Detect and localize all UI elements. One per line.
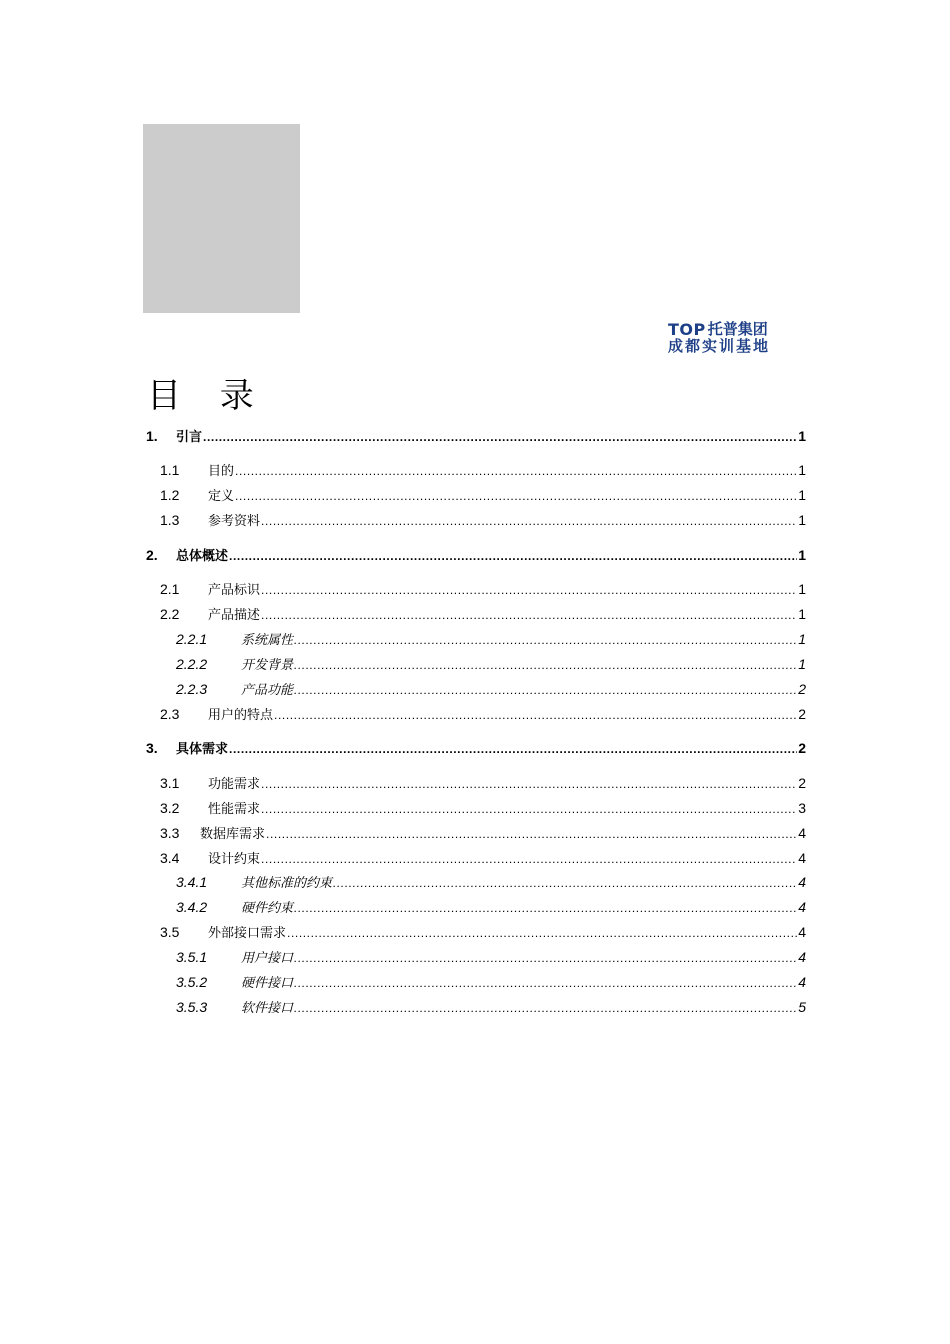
toc-entry-title: 目的 [208,464,235,479]
toc-dot-leader [261,608,797,622]
toc-entry-2-2-1[interactable] [176,629,806,648]
toc-entry-3-5-2[interactable] [176,972,806,991]
toc-entry-3[interactable] [146,738,806,757]
toc-entry-page: 1 [798,631,806,647]
toc-entry-title: 开发背景 [241,658,294,673]
toc-entry-2-3[interactable] [160,704,806,723]
toc-entry-title: 硬件约束 [241,901,294,916]
toc-dot-leader [235,489,797,503]
toc-entry-page: 1 [798,656,806,672]
toc-dot-leader [294,976,797,990]
toc-entry-3-2[interactable] [160,798,806,817]
toc-entry-number: 2.2.3 [176,681,208,697]
toc-entry-2-2-2[interactable] [176,654,806,673]
toc-entry-number: 3.1 [160,775,180,791]
toc-entry-page: 2 [798,706,806,722]
toc-entry-page: 2 [798,775,806,791]
toc-entry-number: 1. [146,428,158,444]
toc-entry-3-1[interactable] [160,773,806,792]
toc-dot-leader [266,827,797,841]
toc-entry-number: 2.2.1 [176,631,208,647]
toc-entry-3-5-1[interactable] [176,947,806,966]
toc-dot-leader [235,464,797,478]
toc-dot-leader [333,876,797,890]
toc-entry-page: 5 [798,999,806,1015]
toc-dot-leader [261,514,797,528]
toc-entry-3-5-3[interactable] [176,997,806,1016]
toc-entry-page: 1 [798,547,806,563]
toc-entry-number: 2.2 [160,606,180,622]
toc-entry-page: 2 [798,681,806,697]
toc-entry-title: 产品功能 [241,683,294,698]
toc-entry-title: 用户接口 [241,951,294,966]
toc-entry-number: 3.5.3 [176,999,208,1015]
toc-entry-page: 4 [798,974,806,990]
toc-entry-title: 系统属性 [241,633,294,648]
toc-entry-1-2[interactable] [160,485,806,504]
toc-entry-title: 其他标准的约束 [241,876,333,891]
toc-entry-1-3[interactable] [160,510,806,529]
toc-entry-page: 2 [798,740,806,756]
toc-entry-page: 1 [798,428,806,444]
toc-entry-number: 3. [146,740,158,756]
toc-entry-number: 2.2.2 [176,656,208,672]
toc-dot-leader [261,802,797,816]
toc-dot-leader [229,742,797,756]
toc-entry-1-1[interactable] [160,460,806,479]
toc-dot-leader [294,658,797,672]
toc-entry-2[interactable] [146,545,806,564]
toc-entry-title: 性能需求 [208,802,261,817]
toc-dot-leader [229,549,797,563]
toc-dot-leader [261,852,797,866]
toc-dot-leader [261,583,797,597]
toc-entry-page: 3 [798,800,806,816]
logo-mark: TOP [668,319,706,339]
toc-dot-leader [294,901,797,915]
toc-entry-title: 产品描述 [208,608,261,623]
toc-entry-page: 4 [798,850,806,866]
toc-entry-number: 2.1 [160,581,180,597]
toc-entry-title: 具体需求 [176,742,229,757]
toc-entry-number: 1.3 [160,512,180,528]
toc-entry-title: 硬件接口 [241,976,294,991]
toc-entry-1[interactable] [146,426,806,445]
toc-entry-page: 4 [798,825,806,841]
toc-entry-page: 1 [798,487,806,503]
toc-entry-title: 外部接口需求 [208,926,287,941]
toc-entry-number: 2.3 [160,706,180,722]
toc-dot-leader [261,777,797,791]
toc-entry-number: 3.5.1 [176,949,208,965]
toc-entry-number: 3.4 [160,850,180,866]
toc-title: 目 录 [147,376,268,416]
toc-entry-page: 1 [798,581,806,597]
toc-entry-page: 4 [798,949,806,965]
toc-entry-title: 参考资料 [208,514,261,529]
toc-entry-3-4-2[interactable] [176,897,806,916]
toc-entry-number: 3.5 [160,924,180,940]
toc-entry-number: 3.5.2 [176,974,208,990]
toc-entry-title: 数据库需求 [200,827,266,842]
toc-dot-leader [294,951,797,965]
toc-entry-number: 2. [146,547,158,563]
toc-entry-title: 产品标识 [208,583,261,598]
toc-dot-leader [203,430,797,444]
logo-group-name: 托普集团 [707,320,768,338]
logo-line-2: 成都实训基地 [668,337,771,355]
toc-entry-3-4-1[interactable] [176,872,806,891]
toc-entry-title: 引言 [176,430,203,445]
toc-dot-leader [294,683,797,697]
toc-entry-title: 定义 [208,489,235,504]
toc-entry-3-5[interactable] [160,922,806,941]
toc-entry-title: 用户的特点 [208,708,274,723]
toc-entry-number: 3.4.2 [176,899,208,915]
toc-entry-number: 3.4.1 [176,874,208,890]
toc-entry-page: 1 [798,462,806,478]
toc-entry-number: 3.3 [160,825,180,841]
toc-entry-title: 功能需求 [208,777,261,792]
toc-entry-3-3[interactable] [160,823,806,842]
toc-entry-number: 1.1 [160,462,180,478]
toc-entry-page: 4 [798,899,806,915]
toc-entry-page: 1 [798,512,806,528]
toc-dot-leader [294,633,797,647]
toc-dot-leader [294,1001,797,1015]
toc-entry-number: 3.2 [160,800,180,816]
toc-entry-2-2[interactable] [160,604,806,623]
toc-entry-3-4[interactable] [160,848,806,867]
toc-entry-title: 软件接口 [241,1001,294,1016]
toc-entry-title: 设计约束 [208,852,261,867]
toc-entry-2-2-3[interactable] [176,679,806,698]
toc-entry-page: 4 [798,874,806,890]
toc-dot-leader [274,708,797,722]
toc-entry-page: 1 [798,606,806,622]
toc-entry-page: 4 [798,924,806,940]
toc-entry-title: 总体概述 [176,549,229,564]
toc-entry-number: 1.2 [160,487,180,503]
toc-entry-2-1[interactable] [160,579,806,598]
toc-dot-leader [287,926,797,940]
